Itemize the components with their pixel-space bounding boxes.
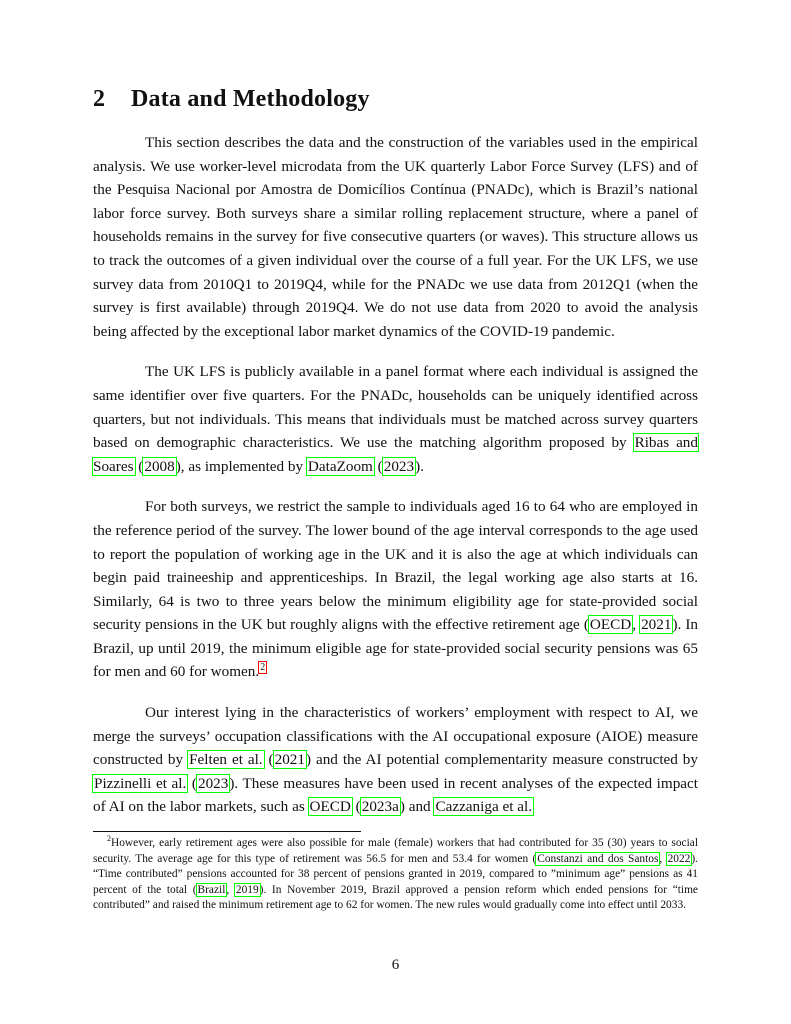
paragraph-1: This section describes the data and the construction of the variables used in the empirical analysis. We use worker-level microdata from the UK quarterly Labor Force Survey (LFS) and of the Pesquisa Nacional por Amostra de Domicílios Contínua (PNADc), which is Brazil’s national labor force survey. Both surveys share a similar rolling replacement structure, where a panel of households remains in the survey for five consecutive quarters (or waves). This structure allows us to track the outcomes of a given individual over the course of a full year. For the UK LFS, we use survey data from 2010Q1 to 2019Q4, while for the PNADc we use data from 2012Q1 (when the survey is first available) through 2019Q4. We do not use data from 2020 to avoid the analysis being affected by the exceptional labor market dynamics of the COVID-19 pandemic. xyxy=(93,134,698,340)
citation-link-ribas-soares[interactable]: Ribas and Soares xyxy=(93,434,698,475)
citation-year-link[interactable]: 2021 xyxy=(641,616,672,634)
citation-link-felten[interactable]: Felten et al. xyxy=(189,751,263,769)
paragraph-4: Our interest lying in the characteristics of workers’ employment with respect to AI, we merge the surveys’ occupation classifications with the AI occupational exposure (AIOE) measure constructed by Felten et al. (2021) and the AI potential complementarity measure constructed by Pizzinelli et al. (2023). These measures have been used in recent analyses of the expected impact of AI on the labor markets, such as OECD (2023a) and Cazzaniga et al. xyxy=(93,704,698,816)
citation-year-link[interactable]: 2022 xyxy=(667,852,691,865)
citation-link-oecd[interactable]: OECD xyxy=(589,616,632,634)
section-number: 2 xyxy=(93,86,106,112)
citation-link-oecd[interactable]: OECD xyxy=(309,798,351,816)
citation-year-link[interactable]: 2023 xyxy=(197,774,229,792)
paragraph-3: For both surveys, we restrict the sample to individuals aged 16 to 64 who are employed in the reference period of the survey. The lower bound of the age interval corresponds to the age used to report the population of working age in the UK and it is also the age at which individuals can begin paid traineeship and apprenticeships. In Brazil, the legal working age also starts at 16. Similarly, 64 is two to three years below the minimum eligibility age for state-provided social security pensions in the UK but roughly aligns with the effective retirement age (OECD, 2021). In Brazil, up until 2019, the minimum eligible age for state-provided social security pensions was 65 for men and 60 for women.$^2$ xyxy=(93,498,698,681)
citation-year-link[interactable]: 2023 xyxy=(383,457,415,475)
citation-year-link[interactable]: 2021 xyxy=(274,751,305,769)
section-heading xyxy=(93,86,370,113)
page-number: 6 xyxy=(391,957,400,973)
footnote-divider xyxy=(93,831,361,832)
citation-year-link[interactable]: 2023a xyxy=(361,798,399,816)
section-title: Data and Methodology xyxy=(131,86,370,112)
footnote-reference-link[interactable]: 2 xyxy=(260,662,266,674)
paragraph-2: The UK LFS is publicly available in a panel format where each individual is assigned the same identifier over five quarters. For the PNADc, households can be uniquely identified across quarters, but not individuals. This means that individuals must be matched across survey quarters based on demographic characteristics. We use the matching algorithm proposed by Ribas and Soares (2008), as implemented by DataZoom (2023). xyxy=(93,363,698,475)
citation-link-pizzinelli[interactable]: Pizzinelli et al. xyxy=(94,774,187,792)
citation-link-constanzi[interactable]: Constanzi and dos Santos xyxy=(537,852,659,865)
footnote-mark: 2 xyxy=(107,834,111,844)
citation-link-datazoom[interactable]: DataZoom xyxy=(307,457,373,475)
citation-year-link[interactable]: 2008 xyxy=(144,457,175,475)
citation-year-link[interactable]: 2019 xyxy=(235,883,259,896)
citation-link-brazil[interactable]: Brazil xyxy=(197,883,226,896)
footnote-2: $^2$However, early retirement ages were also possible for male (female) workers that had contributed for 35 (30) years to social security. The average age for this type of retirement was 56.5 for men and 53.4 for women (Constanzi and dos Santos, 2022). “Time contributed” pensions accounted for 38 percent of pensions granted in 2019, compared to ”minimum age” pensions as 41 percent of the total (Brazil, 2019). In November 2019, Brazil approved a pension reform which ended pensions for “time contributed” and raised the minimum retirement age to 62 for women. The new rules would gradually come into effect until 2033. xyxy=(93,834,698,912)
body-text xyxy=(93,131,698,836)
citation-link-cazzaniga[interactable]: Cazzaniga et al. xyxy=(435,798,533,816)
